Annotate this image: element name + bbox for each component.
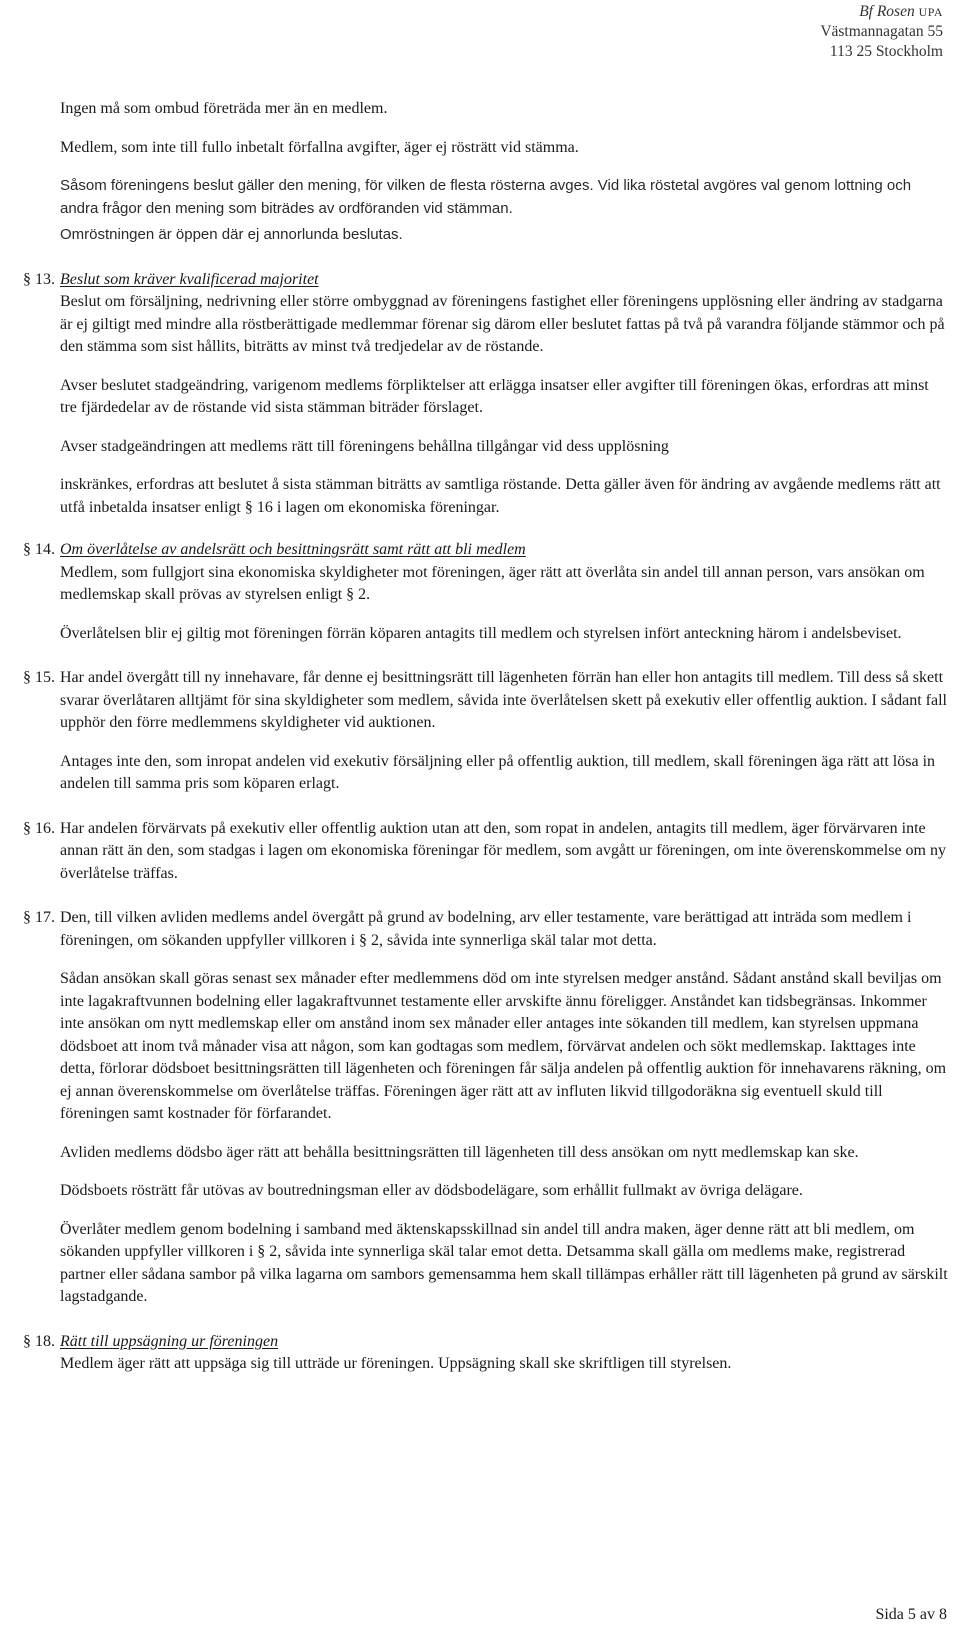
page-header: [820, 2, 943, 62]
section-paragraph: Överlåtelsen blir ej giltig mot föreningen förrän köparen antagits till medlem och styrelsen infört anteckning härom i andelsbeviset.: [60, 624, 902, 642]
section-18: [23, 1331, 948, 1376]
section-paragraph: Avser stadgeändringen att medlems rätt till föreningens behållna tillgångar vid dess upplösning: [60, 437, 669, 455]
page-number: Sida 5 av 8: [875, 1606, 947, 1623]
section-15: [23, 667, 948, 796]
section-paragraph: Den, till vilken avliden medlems andel övergått på grund av bodelning, arv eller testamente, vare berättigad att inträda som medlem i föreningen, om sökanden uppfyller villkoren i § 2, såvida inte synnerliga skäl talar mot detta.: [60, 909, 912, 949]
section-paragraph: Medlem, som fullgjort sina ekonomiska skyldigheter mot föreningen, äger rätt att överlåta sin andel till annan person, vars ansökan om medlemskap skall prövas av styrelsen enligt § 2.: [60, 563, 925, 603]
section-paragraph: Har andelen förvärvats på exekutiv eller offentlig auktion utan att den, som ropat in andelen, antagits till medlem, äger förvärvaren inte annan rätt än den, som stadgas i lagen om ekonomiska föreningar för medlem, som avgått ur föreningen, om inte överenskommelse om ny överlåtelse träffas.: [60, 819, 946, 882]
section-paragraph: Avser beslutet stadgeändring, varigenom medlems förpliktelser att erlägga insatser eller avgifter till föreningen ökas, erfordras att minst tre fjärdedelar av de röstande vid sista stämman biträder förslaget.: [60, 376, 929, 416]
intro-voting-right-rule: Medlem, som inte till fullo inbetalt förfallna avgifter, äger ej rösträtt vid stämma.: [60, 138, 579, 156]
section-heading: Beslut som kräver kvalificerad majoritet: [60, 270, 319, 288]
section-paragraph: inskränkes, erfordras att beslutet å sista stämman biträtts av samtliga röstande. Detta gäller även för ändring av avgående medlems rätt att utfå inbetalda insatser enligt § 16 i lagen om ekonomiska föreningar.: [60, 476, 941, 516]
intro-open-vote-rule: Omröstningen är öppen där ej annorlunda beslutas.: [60, 226, 403, 243]
association-name: Bf Rosen UPA: [859, 3, 943, 20]
postal-address: 113 25 Stockholm: [829, 43, 943, 60]
intro-proxy-rule: Ingen må som ombud företräda mer än en medlem.: [60, 100, 388, 117]
section-heading: Om överlåtelse av andelsrätt och besittningsrätt samt rätt att bli medlem: [60, 541, 526, 558]
section-paragraph: Har andel övergått till ny innehavare, får denne ej besittningsrätt till lägenheten förrän han eller hon antagits till medlem. Till dess så skett svarar överlåtaren alltjämt för sina skyldigheter som medlem, såvida inte överlåtelsen skett på exekutiv eller offentlig auktion. I sådant fall upphör den förre medlemmens skyldigheter vid auktionen.: [60, 669, 947, 731]
document-body: [23, 98, 948, 1392]
section-number: § 16.: [23, 819, 55, 837]
section-heading: Rätt till uppsägning ur föreningen: [60, 1332, 279, 1350]
section-number: § 15.: [23, 669, 55, 686]
section-paragraph: Dödsboets rösträtt får utövas av boutredningsman eller av dödsbodelägare, som erhållit fullmakt av övriga delägare.: [60, 1182, 803, 1199]
section-paragraph: Antages inte den, som inropat andelen vid exekutiv försäljning eller på offentlig auktion, till medlem, skall föreningen äga rätt att lösa in andelen till samma pris som köparen erlagt.: [60, 752, 936, 792]
section-paragraph: Beslut om försäljning, nedrivning eller större ombyggnad av föreningens fastighet eller föreningens upplösning eller ändring av stadgarna är ej giltigt med mindre alla röstberättigade medlemmar förenar sig därom eller beslutet fattas på två på varandra följande stämmor och på den stämma som sist hållits, biträtts av minst två tredjedelar av de röstande.: [60, 293, 945, 355]
section-number: § 14.: [23, 541, 55, 558]
section-paragraph: Medlem äger rätt att uppsäga sig till utträde ur föreningen. Uppsägning skall ske skriftligen till styrelsen.: [60, 1355, 732, 1372]
section-paragraph: Överlåter medlem genom bodelning i samband med äktenskapsskillnad sin andel till andra maken, äger denne rätt att bli medlem, om sökanden uppfyller villkoren i § 2, såvida inte synnerliga skäl talar emot detta. Detsamma skall gälla om medlems make, registrerad partner eller sådana sambor på vilka lagarna om sambors gemensamma hem skall tillämpas erhåller rätt till lägenheten på grund av särskilt lagstadgande.: [60, 1220, 948, 1305]
section-13: [23, 269, 948, 520]
section-number: § 18.: [23, 1332, 55, 1350]
section-paragraph: Sådan ansökan skall göras senast sex månader efter medlemmens död om inte styrelsen medger anstånd. Sådant anstånd skall beviljas om inte lagakraftvunnen bodelning eller lagakraftvunnet testamente eller arvskifte ännu föreligger. Anståndet kan tidsbegränsas. Inkommer inte ansökan om nytt medlemskap eller om anstånd inom sex månader eller antages inte sökanden till medlem, kan styrelsen uppmana dödsboet att inom två månader visa att någon, som kan godtagas som medlem, förvärvat andelen och sökt medlemskap. Iakttages inte detta, förlorar dödsboet besittningsrätten till lägenheten och föreningen får sälja andelen på offentlig auktion för innehavarens räkning, om ej annan överenskommelse om överlåtelse träffas. Föreningen äger rätt att av influten likvid tillgodoräkna sig eventuell skuld till föreningen samt kostnader för förfarandet.: [60, 970, 947, 1122]
section-14: [23, 539, 948, 645]
section-17: [23, 907, 948, 1309]
street-address: Västmannagatan 55: [820, 23, 943, 40]
intro-majority-rule: Såsom föreningens beslut gäller den mening, för vilken de flesta rösterna avges. Vid lika röstetal avgöres val genom lottning och andra frågor den mening som biträdes av ordföranden vid stämman.: [60, 177, 912, 217]
section-number: § 17.: [23, 909, 55, 926]
section-number: § 13.: [23, 270, 55, 288]
section-16: [23, 818, 948, 886]
section-paragraph: Avliden medlems dödsbo äger rätt att behålla besittningsrätten till lägenheten till dess ansökan om nytt medlemskap kan ske.: [60, 1143, 859, 1161]
